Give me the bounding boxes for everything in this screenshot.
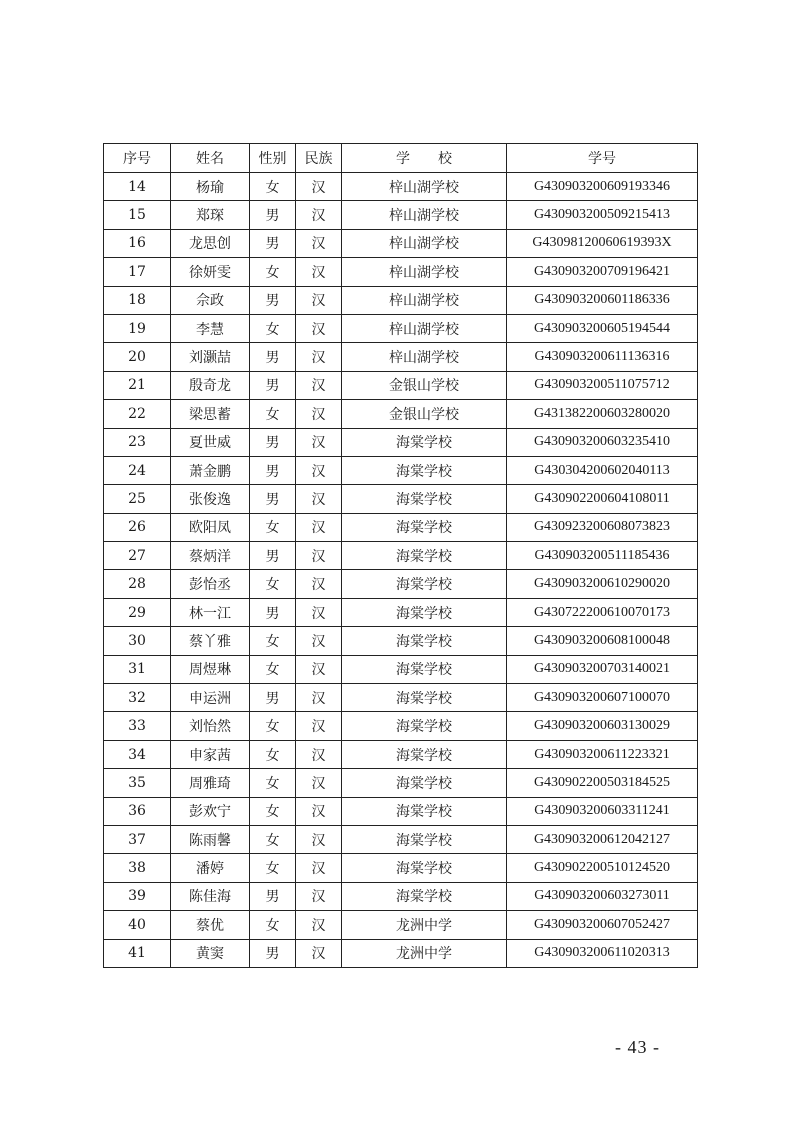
cell-gender: 男: [250, 684, 296, 712]
cell-name: 申运洲: [171, 684, 250, 712]
cell-ethnicity: 汉: [296, 740, 342, 768]
cell-student-id: G430902200510124520: [507, 854, 698, 882]
cell-name: 彭欢宁: [171, 797, 250, 825]
cell-name: 李慧: [171, 314, 250, 342]
cell-gender: 男: [250, 286, 296, 314]
cell-no: 19: [104, 314, 171, 342]
cell-name: 刘灏喆: [171, 343, 250, 371]
cell-school: 梓山湖学校: [342, 286, 507, 314]
cell-name: 刘怡然: [171, 712, 250, 740]
cell-student-id: G430902200604108011: [507, 485, 698, 513]
cell-name: 林一江: [171, 598, 250, 626]
header-school: 学 校: [342, 144, 507, 173]
cell-no: 18: [104, 286, 171, 314]
cell-ethnicity: 汉: [296, 428, 342, 456]
cell-student-id: G430903200509215413: [507, 201, 698, 229]
cell-ethnicity: 汉: [296, 371, 342, 399]
cell-school: 金银山学校: [342, 371, 507, 399]
cell-school: 梓山湖学校: [342, 343, 507, 371]
cell-ethnicity: 汉: [296, 314, 342, 342]
cell-student-id: G431382200603280020: [507, 400, 698, 428]
cell-ethnicity: 汉: [296, 343, 342, 371]
table-body: [104, 173, 698, 968]
cell-name: 龙思创: [171, 229, 250, 257]
table-row: [104, 400, 698, 428]
table-row: [104, 173, 698, 201]
cell-ethnicity: 汉: [296, 570, 342, 598]
cell-student-id: G430903200603235410: [507, 428, 698, 456]
cell-name: 陈佳海: [171, 882, 250, 910]
cell-name: 佘政: [171, 286, 250, 314]
cell-name: 张俊逸: [171, 485, 250, 513]
cell-student-id: G430903200703140021: [507, 655, 698, 683]
cell-no: 35: [104, 769, 171, 797]
cell-school: 海棠学校: [342, 428, 507, 456]
cell-gender: 女: [250, 655, 296, 683]
cell-school: 海棠学校: [342, 513, 507, 541]
table-row: [104, 286, 698, 314]
table-row: [104, 939, 698, 967]
cell-student-id: G430722200610070173: [507, 598, 698, 626]
cell-school: 龙洲中学: [342, 911, 507, 939]
cell-ethnicity: 汉: [296, 684, 342, 712]
table-row: [104, 371, 698, 399]
cell-school: 海棠学校: [342, 542, 507, 570]
cell-gender: 女: [250, 570, 296, 598]
cell-student-id: G430903200607052427: [507, 911, 698, 939]
cell-student-id: G430903200709196421: [507, 258, 698, 286]
cell-name: 蔡炳洋: [171, 542, 250, 570]
cell-ethnicity: 汉: [296, 911, 342, 939]
cell-no: 32: [104, 684, 171, 712]
cell-school: 梓山湖学校: [342, 314, 507, 342]
header-student-id: 学号: [507, 144, 698, 173]
cell-no: 37: [104, 825, 171, 853]
cell-no: 31: [104, 655, 171, 683]
cell-ethnicity: 汉: [296, 627, 342, 655]
table-row: [104, 485, 698, 513]
cell-gender: 女: [250, 314, 296, 342]
cell-ethnicity: 汉: [296, 882, 342, 910]
cell-name: 潘婷: [171, 854, 250, 882]
cell-school: 海棠学校: [342, 485, 507, 513]
cell-ethnicity: 汉: [296, 769, 342, 797]
cell-name: 萧金鹏: [171, 456, 250, 484]
cell-school: 梓山湖学校: [342, 229, 507, 257]
cell-student-id: G430903200612042127: [507, 825, 698, 853]
cell-gender: 女: [250, 911, 296, 939]
cell-gender: 男: [250, 485, 296, 513]
cell-gender: 男: [250, 201, 296, 229]
cell-ethnicity: 汉: [296, 286, 342, 314]
header-ethnicity: 民族: [296, 144, 342, 173]
cell-gender: 女: [250, 769, 296, 797]
table-row: [104, 740, 698, 768]
cell-gender: 男: [250, 882, 296, 910]
cell-school: 海棠学校: [342, 598, 507, 626]
table-row: [104, 258, 698, 286]
cell-student-id: G43098120060619393X: [507, 229, 698, 257]
cell-gender: 女: [250, 173, 296, 201]
cell-no: 24: [104, 456, 171, 484]
cell-student-id: G430903200610290020: [507, 570, 698, 598]
cell-student-id: G430903200605194544: [507, 314, 698, 342]
cell-student-id: G430903200609193346: [507, 173, 698, 201]
cell-student-id: G430903200603130029: [507, 712, 698, 740]
cell-name: 梁思蓄: [171, 400, 250, 428]
cell-no: 22: [104, 400, 171, 428]
cell-ethnicity: 汉: [296, 825, 342, 853]
cell-no: 27: [104, 542, 171, 570]
table-row: [104, 343, 698, 371]
header-name: 姓名: [171, 144, 250, 173]
cell-no: 16: [104, 229, 171, 257]
cell-student-id: G430903200603273011: [507, 882, 698, 910]
page-number: - 43 -: [615, 1037, 660, 1057]
cell-gender: 女: [250, 400, 296, 428]
table-row: [104, 825, 698, 853]
cell-student-id: G430903200607100070: [507, 684, 698, 712]
cell-ethnicity: 汉: [296, 797, 342, 825]
table-row: [104, 598, 698, 626]
header-gender: 性别: [250, 144, 296, 173]
cell-student-id: G430304200602040113: [507, 456, 698, 484]
cell-school: 海棠学校: [342, 712, 507, 740]
cell-school: 海棠学校: [342, 655, 507, 683]
cell-gender: 男: [250, 598, 296, 626]
cell-no: 39: [104, 882, 171, 910]
cell-gender: 女: [250, 627, 296, 655]
cell-name: 郑琛: [171, 201, 250, 229]
table-row: [104, 882, 698, 910]
cell-gender: 女: [250, 513, 296, 541]
cell-no: 40: [104, 911, 171, 939]
header-no: 序号: [104, 144, 171, 173]
cell-school: 梓山湖学校: [342, 258, 507, 286]
cell-school: 海棠学校: [342, 797, 507, 825]
cell-gender: 男: [250, 343, 296, 371]
table-row: [104, 911, 698, 939]
cell-gender: 女: [250, 712, 296, 740]
cell-no: 21: [104, 371, 171, 399]
cell-name: 蔡丫雅: [171, 627, 250, 655]
table-row: [104, 712, 698, 740]
cell-gender: 女: [250, 740, 296, 768]
table-row: [104, 797, 698, 825]
cell-gender: 男: [250, 428, 296, 456]
cell-student-id: G430903200511185436: [507, 542, 698, 570]
cell-ethnicity: 汉: [296, 201, 342, 229]
cell-no: 33: [104, 712, 171, 740]
cell-ethnicity: 汉: [296, 542, 342, 570]
cell-no: 26: [104, 513, 171, 541]
cell-gender: 女: [250, 258, 296, 286]
cell-no: 28: [104, 570, 171, 598]
cell-gender: 男: [250, 371, 296, 399]
cell-school: 海棠学校: [342, 825, 507, 853]
cell-no: 38: [104, 854, 171, 882]
table-row: [104, 542, 698, 570]
cell-gender: 男: [250, 229, 296, 257]
cell-ethnicity: 汉: [296, 173, 342, 201]
table-row: [104, 570, 698, 598]
cell-no: 25: [104, 485, 171, 513]
cell-student-id: G430903200611020313: [507, 939, 698, 967]
table-row: [104, 201, 698, 229]
table-header-row: [104, 144, 698, 173]
cell-name: 夏世威: [171, 428, 250, 456]
cell-ethnicity: 汉: [296, 229, 342, 257]
cell-no: 14: [104, 173, 171, 201]
cell-school: 梓山湖学校: [342, 173, 507, 201]
cell-name: 蔡优: [171, 911, 250, 939]
cell-no: 17: [104, 258, 171, 286]
cell-name: 彭怡丞: [171, 570, 250, 598]
cell-name: 周雅琦: [171, 769, 250, 797]
cell-student-id: G430902200503184525: [507, 769, 698, 797]
cell-name: 徐妍雯: [171, 258, 250, 286]
cell-ethnicity: 汉: [296, 258, 342, 286]
cell-name: 欧阳凤: [171, 513, 250, 541]
cell-student-id: G430903200603311241: [507, 797, 698, 825]
cell-ethnicity: 汉: [296, 854, 342, 882]
cell-name: 杨瑜: [171, 173, 250, 201]
table-row: [104, 627, 698, 655]
table-row: [104, 229, 698, 257]
cell-gender: 男: [250, 456, 296, 484]
cell-name: 周煜琳: [171, 655, 250, 683]
cell-school: 海棠学校: [342, 456, 507, 484]
table-row: [104, 314, 698, 342]
cell-school: 海棠学校: [342, 627, 507, 655]
cell-school: 海棠学校: [342, 854, 507, 882]
cell-no: 34: [104, 740, 171, 768]
cell-school: 海棠学校: [342, 769, 507, 797]
cell-school: 海棠学校: [342, 740, 507, 768]
table-row: [104, 513, 698, 541]
cell-name: 殷奇龙: [171, 371, 250, 399]
table-row: [104, 854, 698, 882]
table-row: [104, 428, 698, 456]
cell-gender: 男: [250, 939, 296, 967]
cell-no: 20: [104, 343, 171, 371]
cell-gender: 女: [250, 854, 296, 882]
cell-school: 海棠学校: [342, 684, 507, 712]
cell-ethnicity: 汉: [296, 655, 342, 683]
cell-gender: 女: [250, 797, 296, 825]
cell-no: 36: [104, 797, 171, 825]
cell-ethnicity: 汉: [296, 513, 342, 541]
cell-no: 23: [104, 428, 171, 456]
cell-ethnicity: 汉: [296, 400, 342, 428]
cell-student-id: G430903200601186336: [507, 286, 698, 314]
cell-ethnicity: 汉: [296, 598, 342, 626]
cell-student-id: G430903200511075712: [507, 371, 698, 399]
cell-name: 黄窦: [171, 939, 250, 967]
cell-student-id: G430903200608100048: [507, 627, 698, 655]
cell-school: 龙洲中学: [342, 939, 507, 967]
cell-ethnicity: 汉: [296, 939, 342, 967]
cell-school: 海棠学校: [342, 882, 507, 910]
cell-school: 金银山学校: [342, 400, 507, 428]
table-row: [104, 684, 698, 712]
table-row: [104, 655, 698, 683]
cell-school: 梓山湖学校: [342, 201, 507, 229]
cell-ethnicity: 汉: [296, 712, 342, 740]
cell-no: 15: [104, 201, 171, 229]
cell-school: 海棠学校: [342, 570, 507, 598]
cell-student-id: G430903200611223321: [507, 740, 698, 768]
cell-student-id: G430903200611136316: [507, 343, 698, 371]
table-row: [104, 769, 698, 797]
cell-student-id: G430923200608073823: [507, 513, 698, 541]
table-row: [104, 456, 698, 484]
student-roster-table: [103, 143, 698, 968]
cell-gender: 女: [250, 825, 296, 853]
cell-name: 申家茜: [171, 740, 250, 768]
cell-no: 30: [104, 627, 171, 655]
cell-no: 29: [104, 598, 171, 626]
cell-no: 41: [104, 939, 171, 967]
cell-ethnicity: 汉: [296, 485, 342, 513]
cell-gender: 男: [250, 542, 296, 570]
cell-ethnicity: 汉: [296, 456, 342, 484]
cell-name: 陈雨馨: [171, 825, 250, 853]
